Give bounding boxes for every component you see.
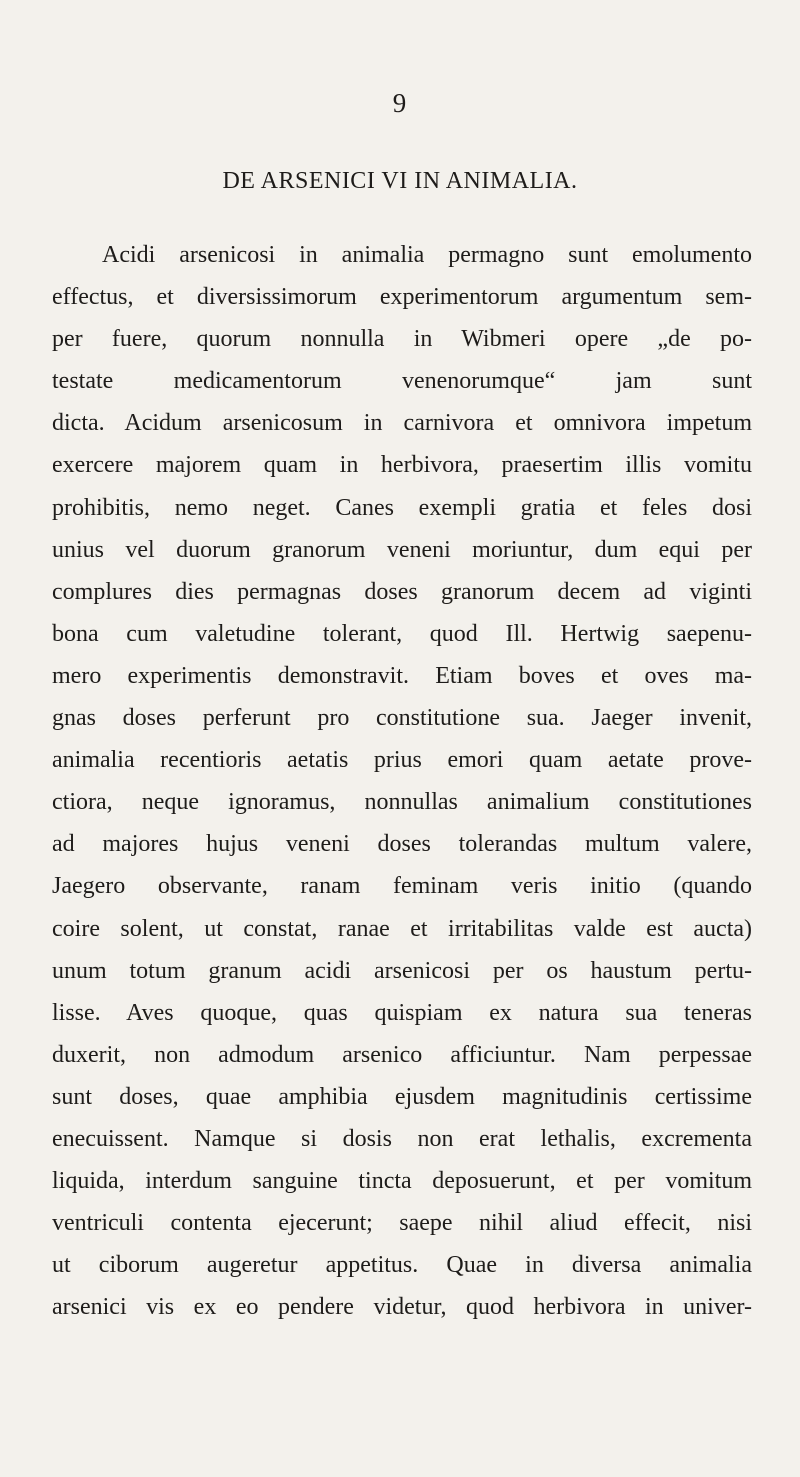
text-line: prohibitis, nemo neget. Canes exempli gratia et feles dosi (52, 494, 752, 521)
text-line: animalia recentioris aetatis prius emori quam aetate prove- (52, 747, 752, 774)
text-line: testate medicamentorum venenorumque“ jam sunt (52, 368, 752, 395)
text-line: coire solent, ut constat, ranae et irritabilitas valde est aucta) (52, 915, 752, 942)
text-line: dicta. Acidum arsenicosum in carnivora et omnivora impetum (52, 410, 752, 437)
text-line: duxerit, non admodum arsenico afficiuntur. Nam perpessae (52, 1041, 752, 1068)
text-line: mero experimentis demonstravit. Etiam boves et oves ma- (52, 662, 752, 689)
body-paragraph (52, 234, 752, 1328)
text-line: gnas doses perferunt pro constitutione sua. Jaeger invenit, (52, 705, 752, 732)
section-heading: DE ARSENICI VI IN ANIMALIA. (222, 168, 578, 194)
text-line: lisse. Aves quoque, quas quispiam ex natura sua teneras (52, 999, 752, 1026)
text-line: sunt doses, quae amphibia ejusdem magnitudinis certissime (52, 1083, 752, 1110)
text-line: bona cum valetudine tolerant, quod Ill. Hertwig saepenu- (52, 620, 752, 647)
text-line: Acidi arsenicosi in animalia permagno sunt emolumento (102, 242, 752, 268)
text-line: ventriculi contenta ejecerunt; saepe nihil aliud effecit, nisi (52, 1210, 752, 1237)
text-line: Jaegero observante, ranam feminam veris initio (quando (52, 873, 752, 900)
text-line: unius vel duorum granorum veneni moriuntur, dum equi per (52, 536, 752, 563)
text-line: complures dies permagnas doses granorum decem ad viginti (52, 578, 752, 605)
text-line: liquida, interdum sanguine tincta deposuerunt, et per vomitum (52, 1168, 752, 1195)
text-line: unum totum granum acidi arsenicosi per os haustum pertu- (52, 957, 752, 984)
page-number: 9 (392, 88, 408, 118)
text-line: enecuissent. Namque si dosis non erat lethalis, excrementa (52, 1125, 752, 1152)
text-line: ad majores hujus veneni doses tolerandas multum valere, (52, 831, 752, 858)
text-line: effectus, et diversissimorum experimentorum argumentum sem- (52, 284, 752, 311)
text-line: ctiora, neque ignoramus, nonnullas animalium constitutiones (52, 789, 752, 816)
text-line: ut ciborum augeretur appetitus. Quae in diversa animalia (52, 1252, 752, 1279)
text-line: arsenici vis ex eo pendere videtur, quod herbivora in univer- (52, 1294, 752, 1321)
text-line: per fuere, quorum nonnulla in Wibmeri opere „de po- (52, 326, 752, 353)
text-line: exercere majorem quam in herbivora, praesertim illis vomitu (52, 452, 752, 479)
